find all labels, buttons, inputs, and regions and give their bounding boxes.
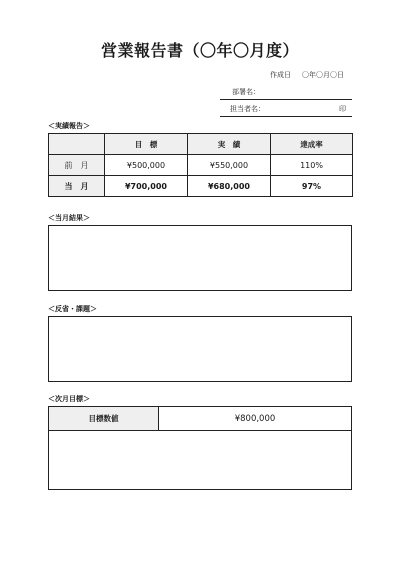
table-row bbox=[49, 176, 353, 197]
table-header-goal: 目 標 bbox=[105, 134, 188, 155]
section-month-results-label: ＜当月結果＞ bbox=[48, 214, 90, 222]
row-rate: 97% bbox=[271, 176, 353, 197]
document-title: 営業報告書（〇年〇月度） bbox=[100, 41, 299, 60]
row-actual: ¥550,000 bbox=[188, 155, 271, 176]
reflection-box[interactable] bbox=[48, 316, 352, 382]
department-label: 部署名： bbox=[232, 88, 260, 96]
next-goal-box bbox=[48, 406, 352, 490]
department-underline bbox=[220, 99, 352, 100]
goal-number-value: ¥800,000 bbox=[159, 407, 351, 431]
table-header-row bbox=[49, 134, 353, 155]
section-results-label: ＜実績報告＞ bbox=[48, 122, 90, 130]
next-goal-notes-area[interactable] bbox=[49, 431, 351, 489]
created-date-value: 〇年〇月〇日 bbox=[302, 71, 344, 79]
row-label: 当 月 bbox=[49, 176, 105, 197]
row-actual: ¥680,000 bbox=[188, 176, 271, 197]
section-reflection-label: ＜反省・課題＞ bbox=[48, 305, 97, 313]
goal-number-label: 目標数値 bbox=[49, 407, 159, 431]
created-date-label: 作成日 bbox=[270, 71, 291, 79]
seal-mark: 印 bbox=[339, 105, 346, 113]
table-row bbox=[49, 155, 353, 176]
section-next-goal-label: ＜次月目標＞ bbox=[48, 395, 90, 403]
row-goal: ¥700,000 bbox=[105, 176, 188, 197]
person-label: 担当者名： bbox=[230, 105, 265, 113]
table-header-actual: 実 績 bbox=[188, 134, 271, 155]
row-label: 前 月 bbox=[49, 155, 105, 176]
row-goal: ¥500,000 bbox=[105, 155, 188, 176]
month-results-box[interactable] bbox=[48, 225, 352, 291]
person-underline bbox=[220, 116, 352, 117]
table-header-empty bbox=[49, 134, 105, 155]
table-header-rate: 達成率 bbox=[271, 134, 353, 155]
row-rate: 110% bbox=[271, 155, 353, 176]
results-table bbox=[48, 133, 353, 197]
